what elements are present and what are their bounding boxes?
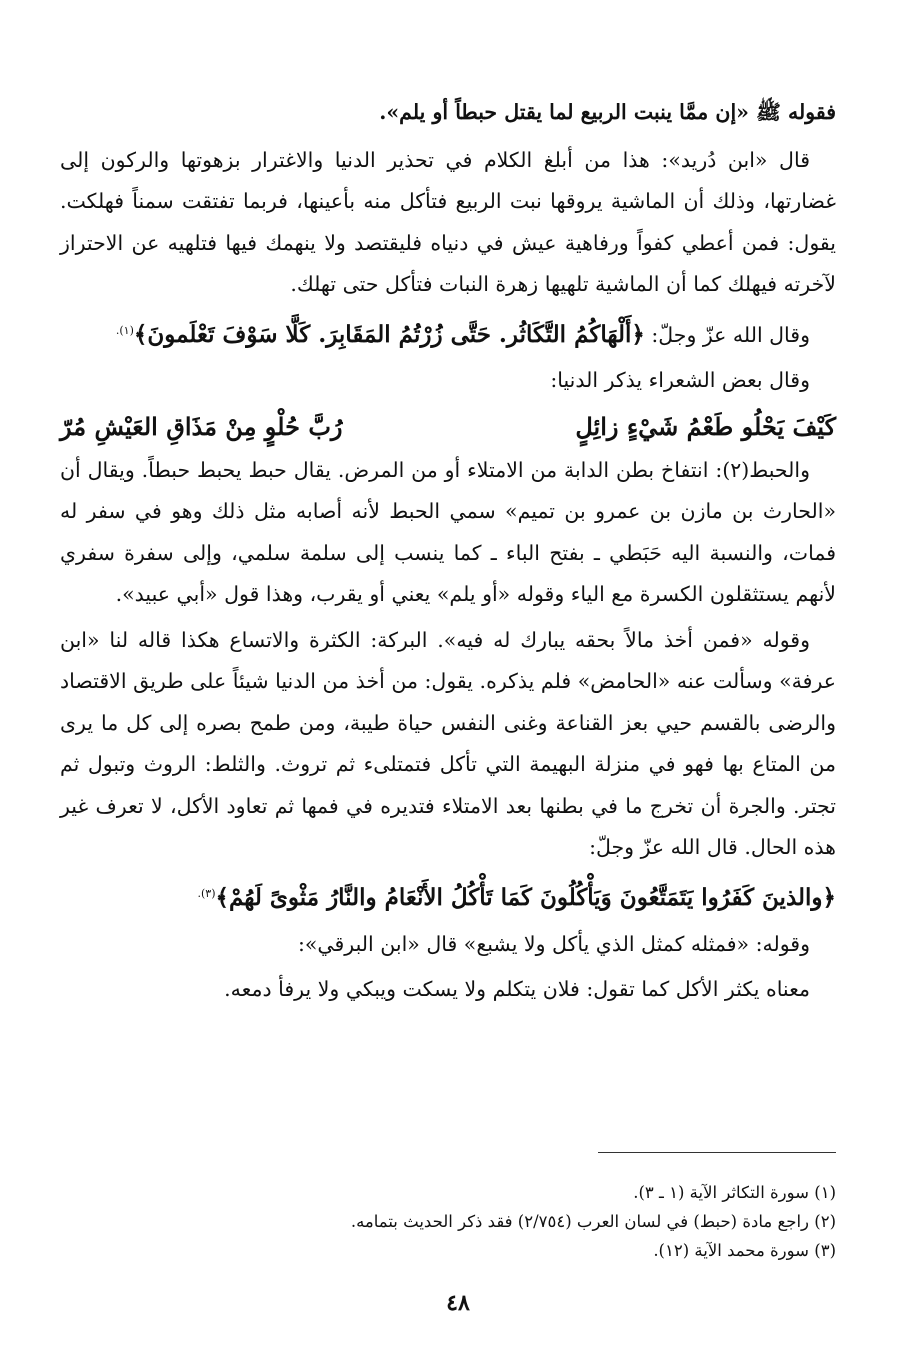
footnote-1: (١) سورة التكاثر الآية (١ ـ ٣). — [633, 1183, 836, 1202]
quran-intro: وقال الله عزّ وجلّ: — [651, 322, 810, 347]
footnote-ref-1: (١). — [115, 323, 134, 337]
quran-verse-muhammad: ﴿والذينَ كَفَرُوا يَتَمَتَّعُونَ وَيَأْكُلُونَ كَمَا تَأْكُلُ الأَنْعَامُ والنَّارُ مَثْوىً لَهُمْ﴾ — [215, 883, 836, 911]
page-number: ٤٨ — [446, 1290, 470, 1316]
footnote-ref-3: (٣). — [197, 886, 216, 900]
baraka-paragraph: وقوله «فمن أخذ مالاً بحقه يبارك له فيه». البركة: الكثرة والاتساع هكذا قاله لنا «ابن عرفة» وسألت عنه «الحامض» فلم يذكره. يقول: من أخذ من الدنيا شيئاً على طريق الاقتصاد والرضى بالقسم حيي بعز القناعة وغنى النفس حياة طيبة، ومن طمح بصره إلى كل ما يرى من المتاع بها فهو في منزلة البهيمة التي تأكل فتمتلىء ثم تروث. والثلط: الروث وتبول ثم تجتر. والجرة أن تخرج ما في بطنها بعد الامتلاء فتديره في فمها ثم تعاود الأكل، لا تعرف غير هذه الحال. قال الله عزّ وجلّ: — [60, 627, 836, 860]
quran-intro-paragraph — [60, 310, 836, 357]
verse-second-hemistich: رُبَّ حُلْوٍ مِنْ مَذَاقِ العَيْشِ مُرّ — [60, 411, 343, 441]
page-body — [60, 92, 836, 1015]
quran-muhammad-paragraph — [60, 873, 836, 920]
footnote-divider — [598, 1152, 836, 1153]
footnote-3: (٣) سورة محمد الآية (١٢). — [653, 1241, 836, 1260]
poetry-verse — [60, 406, 836, 448]
verse-first-hemistich: كَيْفَ يَحْلُو طَعْمُ شَيْءٍ زائِلٍ — [575, 411, 836, 441]
footnote-2: (٢) راجع مادة (حبط) في لسان العرب (٢/٧٥٤) فقد ذكر الحديث بتمامه. — [350, 1212, 836, 1231]
ibn-durayd-paragraph: قال «ابن دُريد»: هذا من أبلغ الكلام في تحذير الدنيا والاغترار بزهوتها والركون إلى غضارتها، وذلك أن الماشية يروقها نبت الربيع فتأكل منه بأعينها، فربما تفتقت سمناً فهلكت. يقول: فمن أعطي كفواً ورفاهية عيش في دنياه فليقتصد ولا ينهمك فيها فتلهيه عن الاحتراز لآخرته فيهلك كما أن الماشية تلهيها زهرة النبات فتأكل حتى تهلك. — [60, 147, 836, 296]
meaning-paragraph: معناه يكثر الأكل كما تقول: فلان يتكلم ولا يسكت ويبكي ولا يرفأ دمعه. — [224, 977, 810, 1002]
poet-intro: وقال بعض الشعراء يذكر الدنيا: — [550, 368, 810, 393]
footnotes — [60, 1178, 836, 1265]
habat-definition-paragraph: والحبط(٢): انتفاخ بطن الدابة من الامتلاء أو من المرض. يقال حبط يحبط حبطاً. ويقال أن «الحارث بن مازن بن عمرو بن تميم» سمي الحبط لأنه أصابه مثل ذلك وهو في سفر له فمات، والنسبة اليه حَبَطي ـ بفتح الباء ـ كما ينسب إلى سلمة سلمي، وإلى سفرة سفري لأنهم يستثقلون الكسرة مع الياء وقوله «أو يلم» يعني أو يقرب، وهذا قول «أبي عبيد». — [60, 457, 836, 607]
ibn-barqi-intro: وقوله: «فمثله كمثل الذي يأكل ولا يشبع» قال «ابن البرقي»: — [297, 931, 810, 956]
quran-verse-takathur: ﴿أَلْهَاكُمُ التَّكَاثُر. حَتَّى زُرْتُمُ المَقَابِرَ. كَلَّا سَوْفَ تَعْلَمونَ﴾ — [133, 320, 645, 348]
hadith-quote: فقوله ﷺ «إن ممَّا ينبت الربيع لما يقتل حبطاً أو يلم». — [379, 100, 836, 124]
